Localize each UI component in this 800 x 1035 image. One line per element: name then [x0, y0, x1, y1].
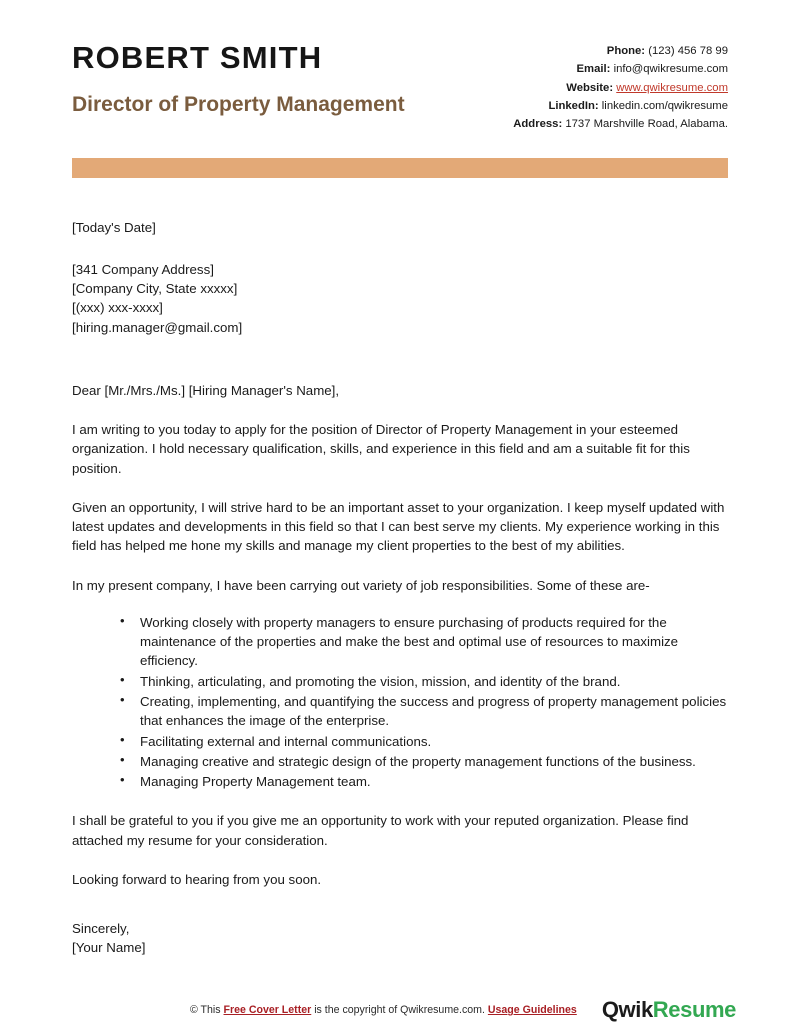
recipient-line: [hiring.manager@gmail.com]	[72, 319, 243, 335]
contact-row-website	[513, 79, 728, 97]
recipient-line: [(xxx) xxx-xxxx]	[72, 300, 163, 316]
contact-label-linkedin: LinkedIn:	[548, 99, 599, 112]
candidate-name: ROBERT SMITH	[72, 40, 323, 75]
copyright-notice	[190, 1004, 577, 1016]
list-item: • Managing Property Management team.	[120, 772, 728, 791]
contact-row-email	[513, 60, 728, 78]
contact-label-address: Address:	[513, 118, 563, 131]
accent-bar-container	[0, 158, 800, 178]
recipient-line: [341 Company Address]	[72, 261, 214, 277]
closing-paragraph: I shall be grateful to you if you give me an opportunity to work with your reputed organization. Please find attached my resume for your consideration.	[72, 813, 689, 848]
free-cover-letter-link[interactable]: Free Cover Letter	[223, 1004, 312, 1016]
contact-value-linkedin: linkedin.com/qwikresume	[601, 99, 728, 112]
letter-header	[0, 0, 800, 133]
contact-row-phone	[513, 42, 728, 60]
recipient-address-block	[72, 260, 728, 337]
contact-label-email: Email:	[576, 63, 611, 76]
responsibilities-list	[72, 613, 728, 791]
logo-text-qwik: Qwik	[601, 997, 653, 1022]
page-footer	[0, 999, 800, 1021]
signoff-text: Sincerely,	[72, 921, 130, 937]
list-item: • Thinking, articulating, and promoting the vision, mission, and identity of the brand.	[120, 672, 728, 691]
closing-paragraph: Looking forward to hearing from you soon.	[72, 871, 322, 887]
contact-value-phone: (123) 456 78 99	[648, 45, 728, 57]
contact-row-address	[513, 115, 728, 133]
contact-value-address: 1737 Marshville Road, Alabama.	[565, 118, 728, 131]
copyright-prefix: © This	[190, 1004, 224, 1016]
list-item: • Managing creative and strategic design of the property management functions of the business.	[120, 752, 728, 771]
contact-value-email: info@qwikresume.com	[613, 63, 728, 76]
contact-info-block	[513, 36, 728, 133]
contact-value-website-link[interactable]: www.qwikresume.com	[616, 81, 728, 94]
list-item: • Working closely with property managers to ensure purchasing of products required for the maintenance of the properties and make the best and optimal use of resources to maximize efficiency.	[120, 613, 728, 671]
contact-row-linkedin	[513, 97, 728, 115]
list-item: • Creating, implementing, and quantifying the success and progress of property management policies that enhances the image of the enterprise.	[120, 692, 728, 731]
accent-divider-bar	[72, 158, 728, 178]
body-paragraph: I am writing to you today to apply for the position of Director of Property Management in your esteemed organization. I hold necessary qualification, skills, and experience in this field and am a suitable fit for this position.	[72, 422, 690, 476]
body-paragraph: In my present company, I have been carrying out variety of job responsibilities. Some of these are-	[72, 577, 650, 593]
letter-date: [Today's Date]	[72, 220, 156, 236]
qwikresume-logo[interactable]	[602, 999, 736, 1021]
usage-guidelines-link[interactable]: Usage Guidelines	[487, 1004, 577, 1016]
body-paragraph: Given an opportunity, I will strive hard to be an important asset to your organization. I keep myself updated with latest updates and developments in this field so that I can best serve my clients. My experience working in this field has helped me hone my skills and manage my client properties to the best of my abilities.	[72, 499, 725, 554]
list-item: • Facilitating external and internal communications.	[120, 732, 728, 751]
signature-name: [Your Name]	[72, 940, 146, 956]
salutation: Dear [Mr./Mrs./Ms.] [Hiring Manager's Name],	[72, 382, 340, 398]
identity-block	[72, 36, 405, 117]
signature-block	[72, 919, 728, 958]
logo-text-resume: Resume	[652, 997, 736, 1022]
candidate-job-title: Director of Property Management	[72, 92, 405, 116]
recipient-line: [Company City, State xxxxx]	[72, 281, 238, 297]
contact-label-website: Website:	[566, 81, 614, 94]
letter-body	[0, 218, 800, 957]
contact-label-phone: Phone:	[606, 45, 646, 57]
copyright-middle: is the copyright of Qwikresume.com.	[311, 1004, 488, 1016]
